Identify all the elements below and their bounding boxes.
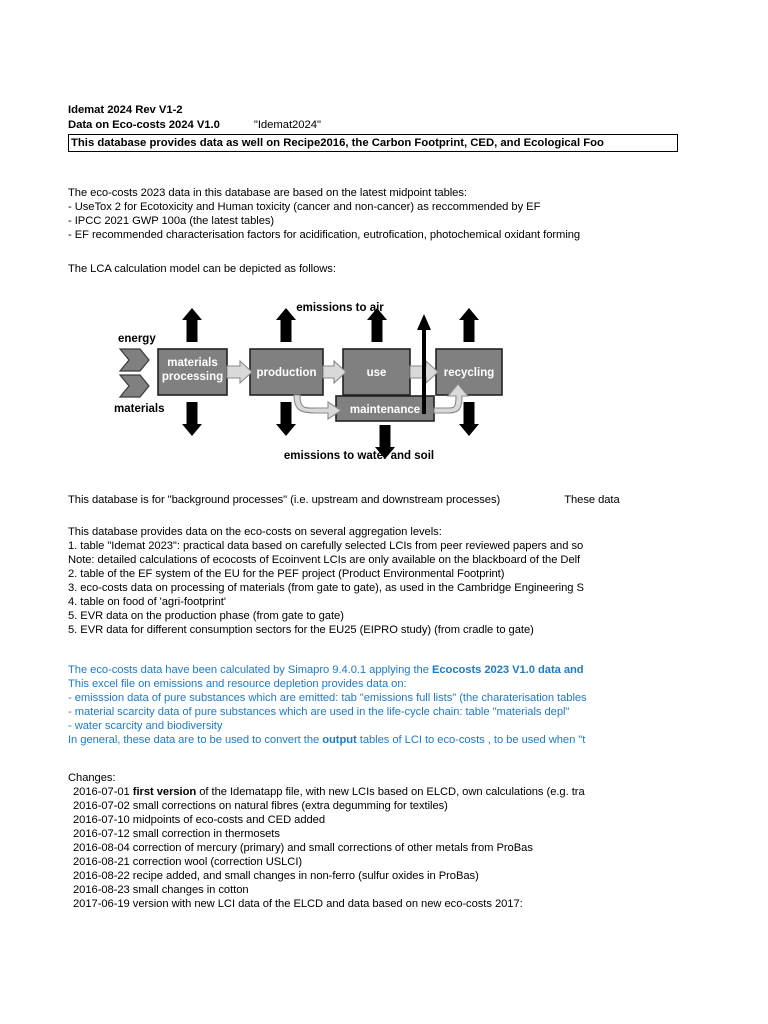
simapro-blue-section — [68, 663, 768, 747]
change-entry — [68, 827, 768, 841]
aggregation-item: 4. table on food of 'agri-footprint' — [68, 596, 226, 608]
changes-heading: Changes: — [68, 772, 116, 784]
change-text: small correction in thermosets — [129, 828, 280, 840]
change-bold: first version — [132, 786, 197, 798]
lca-flow-diagram — [100, 292, 540, 472]
emission-arrow-up-processing — [182, 308, 202, 342]
change-text: small corrections on natural fibres (extra degumming for textiles) — [129, 800, 448, 812]
blue-bullet: - water scarcity and biodiversity — [68, 720, 223, 732]
page-title: Idemat 2024 Rev V1-2 — [68, 104, 183, 116]
box-label-materials-processing-line1: materials — [167, 357, 218, 369]
lca-intro: The LCA calculation model can be depicted as follows: — [68, 263, 336, 275]
box-production — [250, 349, 323, 395]
emission-arrow-down-production — [276, 402, 296, 436]
change-date: 2016-07-01 — [73, 786, 130, 798]
midpoint-intro: The eco-costs 2023 data in this database are based on the latest midpoint tables: — [68, 187, 467, 199]
diagram-label-emissions-to-air: emissions to air — [296, 302, 384, 314]
changes-section — [68, 771, 768, 911]
blue-line-general-post: tables of LCI to eco-costs , to be used when "t — [356, 734, 586, 746]
diagram-label-emissions-to-water-and-soil: emissions to water and soil — [283, 450, 435, 462]
change-entry — [68, 883, 768, 897]
change-entry — [68, 785, 768, 799]
blue-line-excel-file: This excel file on emissions and resource depletion provides data on: — [68, 678, 407, 690]
blue-line-general-bold: output — [322, 734, 357, 746]
change-text: version with new LCI data of the ELCD and data based on new eco-costs 2017: — [129, 898, 523, 910]
change-entry — [68, 841, 768, 855]
energy-input-arrow — [120, 349, 149, 371]
change-text: recipe added, and small changes in non-ferro (sulfur oxides in ProBas) — [129, 870, 479, 882]
lca-model-section — [68, 262, 768, 276]
change-text: correction of mercury (primary) and small corrections of other metals from ProBas — [129, 842, 533, 854]
box-recycling — [436, 349, 502, 395]
aggregation-item: 5. EVR data for different consumption sectors for the EU25 (EIPRO study) (from cradle to gate) — [68, 624, 534, 636]
emission-arrow-down-recycling — [459, 402, 479, 436]
aggregation-intro: This database provides data on the eco-costs on several aggregation levels: — [68, 526, 442, 538]
change-date: 2016-07-02 — [73, 800, 130, 812]
blue-line-general — [68, 733, 768, 747]
box-label-materials-processing-line2: processing — [161, 371, 224, 383]
midpoint-bullet: - EF recommended characterisation factors for acidification, eutrofication, photochemical oxidant forming — [68, 229, 581, 241]
subtitle-text: Data on Eco-costs 2024 V1.0 — [68, 119, 220, 131]
change-entry — [68, 855, 768, 869]
change-entry — [68, 799, 768, 813]
change-date: 2016-07-12 — [73, 828, 130, 840]
change-date: 2016-08-21 — [73, 856, 130, 868]
emission-arrow-up-recycling — [459, 308, 479, 342]
change-text: of the Idematapp file, with new LCIs based on ELCD, own calculations (e.g. tra — [196, 786, 585, 798]
box-use — [343, 349, 410, 395]
aggregation-item: 2. table of the EF system of the EU for the PEF project (Product Environmental Footprint) — [68, 568, 505, 580]
change-entry — [68, 897, 768, 911]
box-label-production: production — [256, 367, 317, 379]
boxed-note-text: This database provides data as well on Recipe2016, the Carbon Footprint, CED, and Ecological Foo — [71, 137, 604, 149]
blue-line-general-pre: In general, these data are to be used to convert the — [68, 734, 323, 746]
boxed-note — [68, 134, 678, 152]
aggregation-item: 3. eco-costs data on processing of materials (from gate to gate), as used in the Cambridge Engineering S — [68, 582, 584, 594]
change-text: small changes in cotton — [129, 884, 249, 896]
change-date: 2016-08-04 — [73, 842, 130, 854]
emission-arrow-up-production — [276, 308, 296, 342]
box-label-recycling: recycling — [443, 367, 495, 379]
background-processes-line — [68, 493, 768, 507]
midpoint-bullet: - IPCC 2021 GWP 100a (the latest tables) — [68, 215, 275, 227]
blue-line-simapro — [68, 663, 768, 677]
box-materials-processing — [158, 349, 227, 395]
midpoint-section — [68, 186, 768, 242]
quoted-dataset-name: "Idemat2024" — [253, 119, 321, 131]
blue-bullet: - emisssion data of pure substances which are emitted: tab "emissions full lists" (the charaterisation tables — [68, 692, 587, 704]
flow-arrow-production-to-maintenance — [294, 395, 341, 419]
aggregation-note: Note: detailed calculations of ecocosts of Ecoinvent LCIs are only available on the blackboard of the Delf — [68, 554, 581, 566]
box-label-maintenance: maintenance — [349, 404, 421, 416]
change-text: correction wool (correction USLCI) — [129, 856, 303, 868]
background-processes-section — [68, 493, 768, 507]
flow-arrow-processing-to-production — [227, 361, 252, 383]
aggregation-levels-section — [68, 525, 768, 637]
change-text: midpoints of eco-costs and CED added — [129, 814, 326, 826]
change-date: 2016-08-23 — [73, 884, 130, 896]
page-subtitle — [68, 118, 321, 132]
diagram-label-energy: energy — [118, 333, 156, 345]
change-date: 2016-08-22 — [73, 870, 130, 882]
midpoint-bullet: - UseTox 2 for Ecotoxicity and Human toxicity (cancer and non-cancer) as reccommended by EF — [68, 201, 541, 213]
diagram-label-materials: materials — [114, 403, 165, 415]
change-date: 2016-07-10 — [73, 814, 130, 826]
change-entry — [68, 869, 768, 883]
box-maintenance — [336, 396, 434, 421]
blue-line-simapro-pre: The eco-costs data have been calculated by Simapro 9.4.0.1 applying the — [68, 664, 432, 676]
change-date: 2017-06-19 — [73, 898, 130, 910]
background-processes-right: These data — [564, 494, 620, 506]
blue-bullet: - material scarcity data of pure substances which are used in the life-cycle chain: table "materials depl" — [68, 706, 570, 718]
emission-arrow-down-processing — [182, 402, 202, 436]
change-entry — [68, 813, 768, 827]
aggregation-item: 5. EVR data on the production phase (from gate to gate) — [68, 610, 344, 622]
aggregation-item: 1. table "Idemat 2023": practical data based on carefully selected LCIs from peer reviewed papers and so — [68, 540, 584, 552]
background-processes-left: This database is for "background processes" (i.e. upstream and downstream processes) — [68, 494, 501, 506]
blue-line-simapro-bold: Ecocosts 2023 V1.0 data and — [431, 664, 584, 676]
materials-input-arrow — [120, 375, 149, 397]
box-label-use: use — [366, 367, 387, 379]
